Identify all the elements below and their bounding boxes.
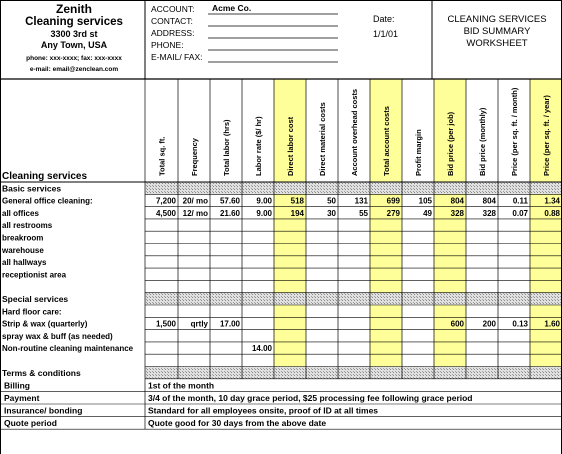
row-label: spray wax & buff (as needed) <box>2 331 113 341</box>
table-cell: 699 <box>386 196 400 206</box>
terms-label: Quote period <box>4 418 57 429</box>
table-cell: 328 <box>482 208 496 218</box>
table-cell: 0.11 <box>512 196 528 206</box>
table-cell: 518 <box>290 196 304 206</box>
terms-table <box>0 379 562 429</box>
company-subtitle: Cleaning services <box>25 16 123 28</box>
company-email: e-mail: email@zenclean.com <box>29 66 119 73</box>
table-cell: 55 <box>359 208 368 218</box>
column-header: Total sq. ft. <box>157 136 167 176</box>
column-header: Profit margin <box>414 129 423 176</box>
row-label: receptionist area <box>2 270 67 280</box>
row-label: Hard floor care: <box>2 307 62 317</box>
row-label: breakroom <box>2 233 44 243</box>
company-address-line2: Any Town, USA <box>40 40 108 50</box>
table-cell: 328 <box>450 208 464 218</box>
terms-value: 1st of the month <box>148 380 215 391</box>
row-label: Strip & wax (quarterly) <box>2 319 88 329</box>
table-cell: 600 <box>450 319 464 329</box>
title-line1: CLEANING SERVICES <box>447 14 547 25</box>
table-cell: 0.13 <box>512 319 528 329</box>
column-header: Frequency <box>190 138 199 176</box>
client-field-label: CONTACT: <box>151 16 193 26</box>
table-cell: 30 <box>327 208 336 218</box>
table-cell: 105 <box>418 196 432 206</box>
table-cell: 1.34 <box>544 196 560 206</box>
table-cell: 49 <box>423 208 432 218</box>
row-label: Non-routine cleaning maintenance <box>2 344 134 354</box>
table-cell: 21.60 <box>219 208 240 218</box>
table-cell: 200 <box>482 319 496 329</box>
table-cell: 1.60 <box>544 319 560 329</box>
table-cell: 279 <box>386 208 400 218</box>
table-cell: 9.00 <box>256 208 272 218</box>
date-block <box>373 14 398 39</box>
row-label: Special services <box>2 294 69 304</box>
company-address-line1: 3300 3rd st <box>50 29 98 39</box>
table-cell: 4,500 <box>155 208 176 218</box>
client-field-label: ACCOUNT: <box>151 4 195 14</box>
title-line3: WORKSHEET <box>466 38 528 49</box>
first-column-header: Cleaning services <box>2 171 88 182</box>
section-fill <box>145 293 562 305</box>
column-header: Direct labor cost <box>286 116 295 176</box>
bid-summary-table <box>0 79 562 379</box>
section-fill <box>145 182 562 194</box>
client-field-label: PHONE: <box>151 40 184 50</box>
table-cell: 131 <box>354 196 368 206</box>
company-phone-fax: phone: xxx-xxxx; fax: xxx-xxxx <box>26 55 122 62</box>
table-cell: 20/ mo <box>182 196 208 206</box>
column-header: Price (per sq. ft. / year) <box>542 95 551 176</box>
terms-label: Billing <box>4 380 30 391</box>
table-cell: 0.07 <box>512 208 528 218</box>
client-field-value: Acme Co. <box>212 3 252 13</box>
client-field-label: ADDRESS: <box>151 28 195 38</box>
table-cell: 14.00 <box>251 344 272 354</box>
table-cell: qrtly <box>190 319 208 329</box>
table-cell: 17.00 <box>219 319 240 329</box>
terms-value: Quote good for 30 days from the above date <box>148 418 327 429</box>
company-name: Zenith <box>56 2 92 16</box>
client-info-block <box>151 3 338 62</box>
table-cell: 12/ mo <box>182 208 208 218</box>
client-field-label: E-MAIL/ FAX: <box>151 52 203 62</box>
column-header: Account overhead costs <box>350 88 359 176</box>
column-header: Total account costs <box>382 106 391 176</box>
row-label: Terms & conditions <box>2 367 81 378</box>
date-label: Date: <box>373 14 395 24</box>
column-header: Bid price (per job) <box>446 111 455 176</box>
column-header: Labor rate ($/ hr) <box>254 116 263 176</box>
table-cell: 804 <box>450 196 464 206</box>
section-fill <box>145 367 562 379</box>
row-label: all restrooms <box>2 221 53 231</box>
row-label: warehouse <box>2 245 44 255</box>
table-cell: 194 <box>290 208 304 218</box>
row-label: all hallways <box>2 258 47 268</box>
row-label: General office cleaning: <box>2 196 93 206</box>
table-cell: 7,200 <box>155 196 176 206</box>
column-header: Price (per sq. ft. / month) <box>510 87 519 176</box>
terms-label: Payment <box>4 393 40 403</box>
table-cell: 0.88 <box>544 208 560 218</box>
date-value: 1/1/01 <box>373 29 399 39</box>
table-cell: 50 <box>327 196 336 206</box>
table-cell: 804 <box>482 196 496 206</box>
table-cell: 1,500 <box>155 319 176 329</box>
row-label: all offices <box>2 208 39 218</box>
company-block <box>25 2 123 73</box>
column-header: Bid price (monthly) <box>478 107 487 176</box>
terms-label: Insurance/ bonding <box>4 405 83 416</box>
row-label: Basic services <box>2 183 62 194</box>
table-cell: 9.00 <box>256 196 272 206</box>
worksheet-title <box>447 14 546 49</box>
column-header: Total labor (hrs) <box>222 119 231 176</box>
table-cell: 57.60 <box>219 196 240 206</box>
column-header: Direct material costs <box>318 102 327 176</box>
title-line2: BID SUMMARY <box>463 26 531 37</box>
terms-value: 3/4 of the month, 10 day grace period, $25 processing fee following grace period <box>148 393 473 403</box>
terms-value: Standard for all employees onsite, proof of ID at all times <box>148 405 379 416</box>
